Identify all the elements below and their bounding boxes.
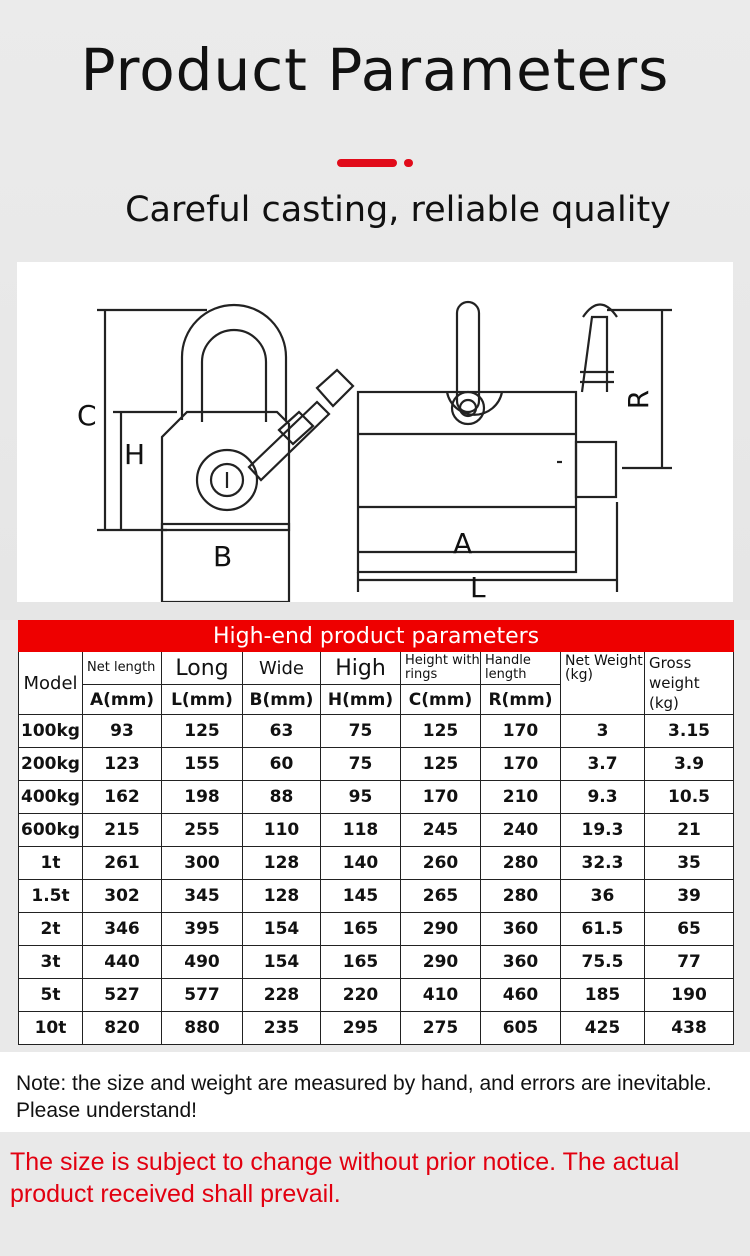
table-cell: 63	[243, 715, 321, 748]
table-cell: 290	[401, 946, 481, 979]
shackle-outer	[182, 305, 286, 420]
table-cell: 154	[243, 946, 321, 979]
table-cell: 154	[243, 913, 321, 946]
model-cell: 600kg	[19, 814, 83, 847]
table-cell: 128	[243, 880, 321, 913]
table-cell: 346	[83, 913, 162, 946]
table-cell: 77	[645, 946, 734, 979]
page-subtitle: Careful casting, reliable quality	[125, 190, 671, 230]
table-cell: 245	[401, 814, 481, 847]
side-handle	[582, 317, 607, 392]
accent-bar	[337, 159, 397, 167]
table-cell: 220	[321, 979, 401, 1012]
table-cell: 93	[83, 715, 162, 748]
table-row	[19, 814, 734, 847]
table-cell: 275	[401, 1012, 481, 1045]
model-cell: 10t	[19, 1012, 83, 1045]
table-cell: 39	[645, 880, 734, 913]
table-cell: 425	[561, 1012, 645, 1045]
unit-b: B(mm)	[243, 685, 321, 715]
table-cell: 21	[645, 814, 734, 847]
table-cell: 118	[321, 814, 401, 847]
table-cell: 60	[243, 748, 321, 781]
table-cell: 198	[162, 781, 243, 814]
table-cell: 228	[243, 979, 321, 1012]
header-height-with-rings: Height with rings	[401, 652, 481, 685]
table-cell: 190	[645, 979, 734, 1012]
table-row	[19, 748, 734, 781]
unit-c: C(mm)	[401, 685, 481, 715]
table-cell: 280	[481, 847, 561, 880]
table-cell: 162	[83, 781, 162, 814]
table-cell: 215	[83, 814, 162, 847]
table-cell: 820	[83, 1012, 162, 1045]
table-row	[19, 847, 734, 880]
model-cell: 1.5t	[19, 880, 83, 913]
table-row	[19, 946, 734, 979]
header-model: Model	[19, 652, 83, 715]
table-cell: 155	[162, 748, 243, 781]
table-cell: 438	[645, 1012, 734, 1045]
parameters-table	[18, 620, 734, 1045]
table-cell: 280	[481, 880, 561, 913]
header-high: High	[321, 652, 401, 685]
label-c: C	[77, 399, 97, 432]
table-cell: 410	[401, 979, 481, 1012]
warning-note: The size is subject to change without prior notice. The actual product received shall prevail.	[10, 1148, 680, 1208]
table-row	[19, 715, 734, 748]
table-cell: 88	[243, 781, 321, 814]
header-wide: Wide	[243, 652, 321, 685]
table-cell: 527	[83, 979, 162, 1012]
table-cell: 210	[481, 781, 561, 814]
header-gross-weight: Gross weight (kg)	[645, 652, 734, 715]
shackle-inner	[202, 330, 266, 422]
table-cell: 123	[83, 748, 162, 781]
table-cell: 125	[162, 715, 243, 748]
table-cell: 360	[481, 913, 561, 946]
table-cell: 19.3	[561, 814, 645, 847]
table-cell: 3.15	[645, 715, 734, 748]
table-cell: 490	[162, 946, 243, 979]
label-b: B	[213, 540, 233, 573]
table-cell: 125	[401, 748, 481, 781]
table-cell: 185	[561, 979, 645, 1012]
page-title: Product Parameters	[80, 36, 670, 104]
unit-l: L(mm)	[162, 685, 243, 715]
table-cell: 32.3	[561, 847, 645, 880]
table-cell: 300	[162, 847, 243, 880]
unit-r: R(mm)	[481, 685, 561, 715]
table-cell: 125	[401, 715, 481, 748]
table-row	[19, 781, 734, 814]
table-cell: 3	[561, 715, 645, 748]
model-cell: 3t	[19, 946, 83, 979]
table-body	[19, 715, 734, 1045]
label-a: A	[453, 527, 473, 560]
header-net-length: Net length	[83, 652, 162, 685]
table-cell: 460	[481, 979, 561, 1012]
header-long: Long	[162, 652, 243, 685]
model-cell: 2t	[19, 913, 83, 946]
table-cell: 360	[481, 946, 561, 979]
front-ring	[457, 302, 479, 412]
table-cell: 95	[321, 781, 401, 814]
table-cell: 3.7	[561, 748, 645, 781]
table-cell: 440	[83, 946, 162, 979]
label-h: H	[124, 438, 146, 471]
table-cell: 345	[162, 880, 243, 913]
table-cell: 9.3	[561, 781, 645, 814]
unit-a: A(mm)	[83, 685, 162, 715]
table-cell: 75	[321, 748, 401, 781]
accent-dot	[404, 159, 413, 167]
table-cell: 261	[83, 847, 162, 880]
model-cell: 100kg	[19, 715, 83, 748]
table-cell: 3.9	[645, 748, 734, 781]
table-cell: 165	[321, 946, 401, 979]
table-row	[19, 913, 734, 946]
table-row	[19, 880, 734, 913]
label-l: L	[470, 571, 486, 604]
handle-grip	[317, 370, 353, 406]
table-cell: 260	[401, 847, 481, 880]
table-cell: 577	[162, 979, 243, 1012]
measurement-note: Note: the size and weight are measured by hand, and errors are inevitable. Please understand!	[16, 1072, 712, 1122]
model-cell: 400kg	[19, 781, 83, 814]
model-cell: 5t	[19, 979, 83, 1012]
side-cap	[576, 442, 616, 497]
table-cell: 295	[321, 1012, 401, 1045]
header-net-weight: Net Weight (kg)	[561, 652, 645, 715]
table-cell: 65	[645, 913, 734, 946]
table-cell: 170	[481, 748, 561, 781]
table-cell: 605	[481, 1012, 561, 1045]
table-cell: 75.5	[561, 946, 645, 979]
unit-h: H(mm)	[321, 685, 401, 715]
table-banner: High-end product parameters	[19, 621, 734, 652]
drawing-svg	[17, 262, 733, 602]
table-cell: 235	[243, 1012, 321, 1045]
table-cell: 265	[401, 880, 481, 913]
table-cell: 395	[162, 913, 243, 946]
table-row	[19, 979, 734, 1012]
table-cell: 110	[243, 814, 321, 847]
label-r: R	[622, 389, 656, 410]
header-handle-length: Handle length	[481, 652, 561, 685]
technical-drawing	[17, 262, 733, 602]
table-row	[19, 1012, 734, 1045]
table-cell: 290	[401, 913, 481, 946]
table-cell: 61.5	[561, 913, 645, 946]
table-cell: 170	[481, 715, 561, 748]
table-cell: 36	[561, 880, 645, 913]
table-cell: 302	[83, 880, 162, 913]
table-cell: 240	[481, 814, 561, 847]
table-cell: 880	[162, 1012, 243, 1045]
table-cell: 255	[162, 814, 243, 847]
table-cell: 10.5	[645, 781, 734, 814]
table-cell: 165	[321, 913, 401, 946]
table-cell: 140	[321, 847, 401, 880]
model-cell: 1t	[19, 847, 83, 880]
table-cell: 170	[401, 781, 481, 814]
model-cell: 200kg	[19, 748, 83, 781]
table-cell: 75	[321, 715, 401, 748]
table-cell: 128	[243, 847, 321, 880]
table-cell: 35	[645, 847, 734, 880]
table-cell: 145	[321, 880, 401, 913]
